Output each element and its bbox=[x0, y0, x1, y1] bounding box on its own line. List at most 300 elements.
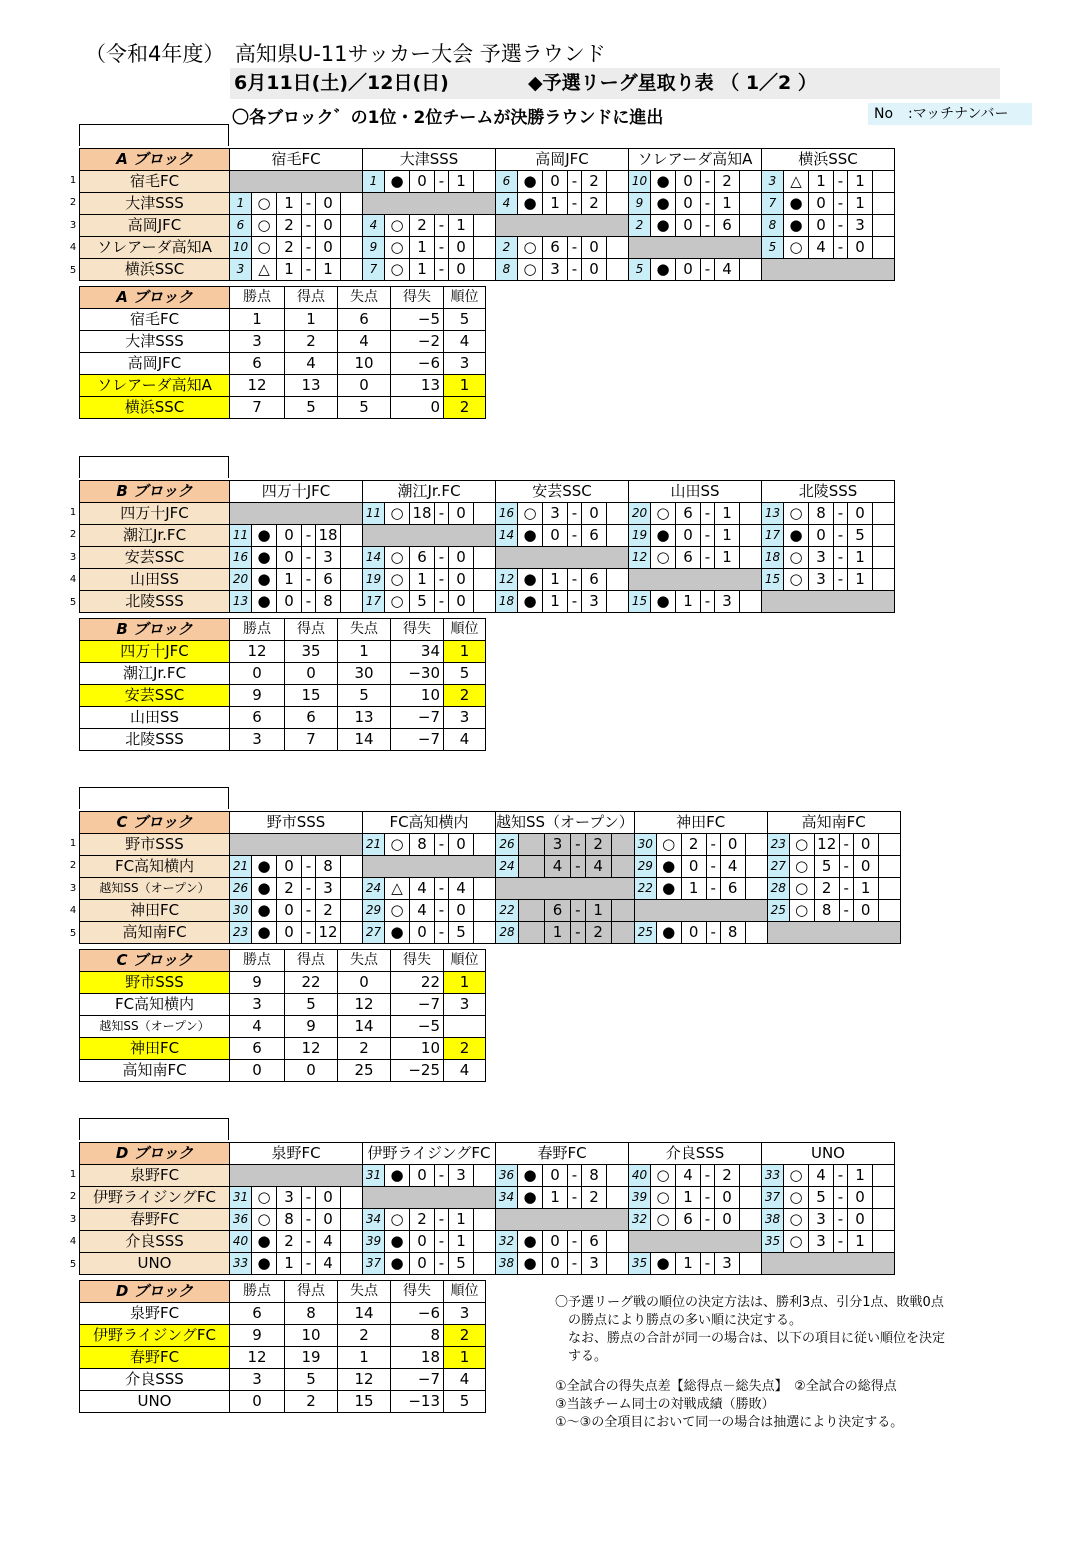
cell-pad bbox=[607, 1187, 629, 1209]
row-number: 5 bbox=[69, 596, 77, 608]
goals-against: 3 bbox=[316, 547, 341, 569]
goals-scored: 8 bbox=[285, 1303, 338, 1325]
result-mark: ● bbox=[252, 591, 277, 613]
goals-conceded: 4 bbox=[338, 331, 391, 353]
goal-difference: −5 bbox=[391, 309, 444, 331]
result-mark: ○ bbox=[385, 547, 410, 569]
goals-for: 1 bbox=[676, 1253, 701, 1275]
goal-difference: 34 bbox=[391, 641, 444, 663]
goals-for: 0 bbox=[543, 171, 568, 193]
standings-header: 勝点 bbox=[230, 287, 285, 309]
goals-for: 1 bbox=[543, 591, 568, 613]
match-number: 2 bbox=[496, 237, 518, 259]
goals-for: 6 bbox=[676, 547, 701, 569]
goals-for: 3 bbox=[809, 547, 834, 569]
match-number: 6 bbox=[496, 171, 518, 193]
advance-note: 〇各ブロック゛の1位・2位チームが決勝ラウンドに進出 bbox=[232, 108, 664, 128]
score-dash: - bbox=[435, 900, 449, 922]
goals-against: 1 bbox=[848, 1231, 873, 1253]
goal-difference: 0 bbox=[391, 397, 444, 419]
goals-for: 0 bbox=[681, 856, 706, 878]
result-mark: ○ bbox=[789, 900, 814, 922]
score-dash: - bbox=[302, 1209, 316, 1231]
cell-pad bbox=[873, 193, 895, 215]
goals-for: 2 bbox=[277, 215, 302, 237]
match-number: 30 bbox=[634, 834, 656, 856]
goals-for: 0 bbox=[676, 525, 701, 547]
rank: 4 bbox=[444, 331, 486, 353]
score-dash: - bbox=[568, 171, 582, 193]
score-dash: - bbox=[568, 591, 582, 613]
result-mark: ○ bbox=[651, 503, 676, 525]
rank: 4 bbox=[444, 1369, 486, 1391]
goals-for: 0 bbox=[277, 922, 302, 944]
match-number: 21 bbox=[230, 856, 252, 878]
cell-pad bbox=[740, 503, 762, 525]
self-match-cell bbox=[634, 900, 767, 922]
cell-pad bbox=[740, 1209, 762, 1231]
points: 1 bbox=[230, 309, 285, 331]
score-dash: - bbox=[839, 900, 853, 922]
row-number: 2 bbox=[69, 1191, 77, 1203]
goals-for: 8 bbox=[277, 1209, 302, 1231]
result-mark: ● bbox=[518, 525, 543, 547]
goals-against: 1 bbox=[715, 503, 740, 525]
result-mark: ○ bbox=[385, 591, 410, 613]
result-mark: ○ bbox=[518, 503, 543, 525]
standings-header: 失点 bbox=[338, 287, 391, 309]
goals-for: 3 bbox=[543, 503, 568, 525]
block-standings bbox=[79, 286, 486, 419]
match-number: 12 bbox=[496, 569, 518, 591]
goals-for: 6 bbox=[676, 1209, 701, 1231]
match-number: 11 bbox=[363, 503, 385, 525]
result-mark: ● bbox=[518, 1253, 543, 1275]
goals-against: 1 bbox=[316, 259, 341, 281]
goals-against: 6 bbox=[715, 215, 740, 237]
goals-against: 4 bbox=[449, 878, 474, 900]
standings-header: 順位 bbox=[444, 619, 486, 641]
result-mark: ○ bbox=[518, 259, 543, 281]
goals-for: 4 bbox=[676, 1165, 701, 1187]
result-mark: ● bbox=[656, 922, 681, 944]
goals-against: 6 bbox=[316, 569, 341, 591]
match-number: 12 bbox=[629, 547, 651, 569]
score-dash: - bbox=[302, 1231, 316, 1253]
goals-against: 1 bbox=[848, 547, 873, 569]
match-number: 36 bbox=[230, 1209, 252, 1231]
points: 3 bbox=[230, 994, 285, 1016]
points: 9 bbox=[230, 685, 285, 707]
score-dash: - bbox=[435, 237, 449, 259]
goals-for: 1 bbox=[410, 569, 435, 591]
match-number: 9 bbox=[363, 237, 385, 259]
cell-pad bbox=[607, 525, 629, 547]
goal-difference: 10 bbox=[391, 1038, 444, 1060]
goals-against: 6 bbox=[720, 878, 745, 900]
result-mark: ● bbox=[252, 878, 277, 900]
cell-pad bbox=[607, 503, 629, 525]
standings-header: 失点 bbox=[338, 950, 391, 972]
team-name: 潮江Jr.FC bbox=[80, 525, 230, 547]
cell-pad bbox=[611, 834, 634, 856]
goals-for: 4 bbox=[809, 237, 834, 259]
match-number: 20 bbox=[230, 569, 252, 591]
goals-against: 0 bbox=[582, 259, 607, 281]
result-mark: ● bbox=[385, 1253, 410, 1275]
points: 3 bbox=[230, 1369, 285, 1391]
match-number: 36 bbox=[496, 1165, 518, 1187]
opponent-header: 宿毛FC bbox=[230, 149, 363, 171]
match-number: 22 bbox=[496, 900, 519, 922]
match-number: 5 bbox=[629, 259, 651, 281]
block-spacer bbox=[79, 787, 229, 809]
score-dash: - bbox=[302, 215, 316, 237]
goals-for: 4 bbox=[545, 856, 571, 878]
goals-against: 3 bbox=[582, 591, 607, 613]
standings-header: 得点 bbox=[285, 950, 338, 972]
goals-against: 1 bbox=[853, 878, 878, 900]
row-number: 4 bbox=[69, 1236, 77, 1248]
match-number: 28 bbox=[496, 922, 519, 944]
score-dash: - bbox=[435, 591, 449, 613]
result-mark: ○ bbox=[385, 1209, 410, 1231]
score-dash: - bbox=[435, 1165, 449, 1187]
goals-conceded: 6 bbox=[338, 309, 391, 331]
goals-against: 0 bbox=[316, 1187, 341, 1209]
team-name: 春野FC bbox=[80, 1209, 230, 1231]
result-mark bbox=[518, 922, 544, 944]
cell-pad bbox=[607, 237, 629, 259]
goals-against: 0 bbox=[715, 1187, 740, 1209]
self-match-cell bbox=[363, 1187, 496, 1209]
standings-team: 高岡JFC bbox=[80, 353, 230, 375]
score-dash: - bbox=[302, 237, 316, 259]
rank: 5 bbox=[444, 663, 486, 685]
cell-pad bbox=[873, 1209, 895, 1231]
goals-scored: 19 bbox=[285, 1347, 338, 1369]
goals-against: 3 bbox=[316, 878, 341, 900]
goals-against: 2 bbox=[715, 171, 740, 193]
team-name: 神田FC bbox=[80, 900, 230, 922]
row-number: 3 bbox=[69, 882, 77, 894]
points: 4 bbox=[230, 1016, 285, 1038]
standings-block-name: A ブロック bbox=[80, 287, 230, 309]
score-dash: - bbox=[435, 259, 449, 281]
team-name: ソレアーダ高知A bbox=[80, 237, 230, 259]
cell-pad bbox=[873, 525, 895, 547]
match-number: 4 bbox=[496, 193, 518, 215]
result-mark: ○ bbox=[789, 878, 814, 900]
goals-scored: 22 bbox=[285, 972, 338, 994]
points: 6 bbox=[230, 353, 285, 375]
opponent-header: 伊野ライジングFC bbox=[363, 1143, 496, 1165]
rank: 2 bbox=[444, 1038, 486, 1060]
goals-against: 0 bbox=[853, 856, 878, 878]
match-number: 24 bbox=[496, 856, 519, 878]
team-name: 高知南FC bbox=[80, 922, 230, 944]
score-dash: - bbox=[701, 1209, 715, 1231]
goals-against: 3 bbox=[582, 1253, 607, 1275]
goals-against: 3 bbox=[715, 1253, 740, 1275]
goals-against: 1 bbox=[848, 171, 873, 193]
goal-difference: −30 bbox=[391, 663, 444, 685]
goals-conceded: 5 bbox=[338, 685, 391, 707]
cell-pad bbox=[607, 591, 629, 613]
score-dash: - bbox=[435, 171, 449, 193]
goals-against: 5 bbox=[449, 922, 474, 944]
result-mark: ● bbox=[651, 215, 676, 237]
result-mark: ● bbox=[518, 1231, 543, 1253]
goals-against: 2 bbox=[582, 1187, 607, 1209]
result-mark: ○ bbox=[385, 900, 410, 922]
team-name: 高岡JFC bbox=[80, 215, 230, 237]
page-title: （令和4年度） 高知県U-11サッカー大会 予選ラウンド bbox=[85, 42, 606, 66]
match-number: 18 bbox=[496, 591, 518, 613]
standings-team: 神田FC bbox=[80, 1038, 230, 1060]
goals-against: 4 bbox=[715, 259, 740, 281]
goals-conceded: 0 bbox=[338, 972, 391, 994]
goals-for: 5 bbox=[809, 1187, 834, 1209]
match-number: 17 bbox=[363, 591, 385, 613]
goals-for: 18 bbox=[410, 503, 435, 525]
score-dash: - bbox=[834, 503, 848, 525]
result-mark: ● bbox=[651, 1253, 676, 1275]
self-match-cell bbox=[762, 259, 895, 281]
goals-scored: 35 bbox=[285, 641, 338, 663]
score-dash: - bbox=[435, 834, 449, 856]
result-mark bbox=[518, 834, 544, 856]
goals-against: 0 bbox=[449, 259, 474, 281]
goals-for: 4 bbox=[410, 878, 435, 900]
row-number: 3 bbox=[69, 551, 77, 563]
row-number: 4 bbox=[69, 574, 77, 586]
rule-line: ①全試合の得失点差【総得点－総失点】 ②全試合の総得点 bbox=[555, 1379, 897, 1394]
score-dash: - bbox=[701, 1253, 715, 1275]
goals-for: 3 bbox=[545, 834, 571, 856]
goals-against: 3 bbox=[715, 591, 740, 613]
goal-difference: 10 bbox=[391, 685, 444, 707]
result-mark: ○ bbox=[385, 237, 410, 259]
cell-pad bbox=[873, 569, 895, 591]
goals-for: 1 bbox=[676, 1187, 701, 1209]
match-number-legend bbox=[868, 103, 1032, 125]
goals-against: 2 bbox=[316, 900, 341, 922]
match-number: 39 bbox=[629, 1187, 651, 1209]
cell-pad bbox=[878, 856, 900, 878]
goals-for: 0 bbox=[676, 171, 701, 193]
cell-pad bbox=[607, 1165, 629, 1187]
row-number: 4 bbox=[69, 242, 77, 254]
match-number: 9 bbox=[629, 193, 651, 215]
match-number: 3 bbox=[762, 171, 784, 193]
score-dash: - bbox=[568, 525, 582, 547]
cell-pad bbox=[740, 171, 762, 193]
goals-for: 2 bbox=[277, 237, 302, 259]
points: 9 bbox=[230, 1325, 285, 1347]
score-dash: - bbox=[435, 547, 449, 569]
cell-pad bbox=[474, 1253, 496, 1275]
result-mark: ● bbox=[784, 525, 809, 547]
cell-pad bbox=[474, 503, 496, 525]
match-number: 34 bbox=[496, 1187, 518, 1209]
goals-for: 0 bbox=[277, 900, 302, 922]
block-name: B ブロック bbox=[80, 481, 230, 503]
goals-conceded: 14 bbox=[338, 729, 391, 751]
match-number: 1 bbox=[230, 193, 252, 215]
result-mark: ● bbox=[518, 171, 543, 193]
result-mark: ○ bbox=[784, 569, 809, 591]
result-mark: ○ bbox=[518, 237, 543, 259]
goals-against: 2 bbox=[715, 1165, 740, 1187]
team-name: 北陵SSS bbox=[80, 591, 230, 613]
points: 0 bbox=[230, 663, 285, 685]
goals-for: 1 bbox=[681, 878, 706, 900]
score-dash: - bbox=[701, 547, 715, 569]
standings-team: 宿毛FC bbox=[80, 309, 230, 331]
standings-header: 勝点 bbox=[230, 950, 285, 972]
points: 0 bbox=[230, 1060, 285, 1082]
cell-pad bbox=[740, 1253, 762, 1275]
match-number: 29 bbox=[634, 856, 656, 878]
rank: 3 bbox=[444, 994, 486, 1016]
cell-pad bbox=[474, 215, 496, 237]
score-dash: - bbox=[834, 1209, 848, 1231]
goals-for: 8 bbox=[814, 900, 839, 922]
match-number: 13 bbox=[762, 503, 784, 525]
goals-for: 4 bbox=[410, 900, 435, 922]
standings-team: 春野FC bbox=[80, 1347, 230, 1369]
score-dash: - bbox=[701, 1187, 715, 1209]
goals-for: 6 bbox=[543, 237, 568, 259]
opponent-header: 越知SS（オープン） bbox=[496, 812, 635, 834]
block-name: A ブロック bbox=[80, 149, 230, 171]
opponent-header: 四万十JFC bbox=[230, 481, 363, 503]
points: 6 bbox=[230, 707, 285, 729]
score-dash: - bbox=[834, 1165, 848, 1187]
cell-pad bbox=[745, 878, 767, 900]
goal-difference: 13 bbox=[391, 375, 444, 397]
goals-for: 5 bbox=[410, 591, 435, 613]
goals-against: 1 bbox=[848, 1165, 873, 1187]
result-mark: ○ bbox=[252, 1209, 277, 1231]
standings-team: 高知南FC bbox=[80, 1060, 230, 1082]
cell-pad bbox=[607, 569, 629, 591]
match-number: 28 bbox=[767, 878, 789, 900]
result-mark bbox=[518, 856, 544, 878]
rank: 4 bbox=[444, 1060, 486, 1082]
goals-against: 5 bbox=[848, 525, 873, 547]
cell-pad bbox=[740, 193, 762, 215]
score-dash: - bbox=[568, 193, 582, 215]
goals-conceded: 5 bbox=[338, 397, 391, 419]
goals-conceded: 30 bbox=[338, 663, 391, 685]
goal-difference: −25 bbox=[391, 1060, 444, 1082]
goals-for: 0 bbox=[410, 1231, 435, 1253]
match-number: 27 bbox=[363, 922, 385, 944]
row-number: 4 bbox=[69, 905, 77, 917]
goals-for: 5 bbox=[814, 856, 839, 878]
cell-pad bbox=[474, 878, 496, 900]
cell-pad bbox=[873, 1165, 895, 1187]
goals-against: 4 bbox=[585, 856, 611, 878]
rank: 1 bbox=[444, 375, 486, 397]
goals-for: 0 bbox=[277, 856, 302, 878]
standings-team: 越知SS（オープン） bbox=[80, 1016, 230, 1038]
result-mark: ● bbox=[784, 193, 809, 215]
block-name: D ブロック bbox=[80, 1143, 230, 1165]
cell-pad bbox=[341, 591, 363, 613]
ranking-rules bbox=[555, 1294, 945, 1432]
score-dash: - bbox=[701, 1165, 715, 1187]
match-number: 1 bbox=[363, 171, 385, 193]
goals-for: 2 bbox=[277, 878, 302, 900]
self-match-cell bbox=[363, 193, 496, 215]
goals-for: 8 bbox=[809, 503, 834, 525]
goals-against: 8 bbox=[720, 922, 745, 944]
points: 12 bbox=[230, 375, 285, 397]
result-mark: ○ bbox=[385, 259, 410, 281]
goals-for: 1 bbox=[545, 922, 571, 944]
team-name: FC高知横内 bbox=[80, 856, 230, 878]
goals-scored: 5 bbox=[285, 1369, 338, 1391]
goals-for: 0 bbox=[676, 193, 701, 215]
goals-against: 1 bbox=[848, 193, 873, 215]
goals-for: 0 bbox=[277, 547, 302, 569]
goals-for: 0 bbox=[543, 1231, 568, 1253]
match-number: 23 bbox=[767, 834, 789, 856]
goals-scored: 2 bbox=[285, 331, 338, 353]
goals-for: 3 bbox=[543, 259, 568, 281]
goals-for: 0 bbox=[410, 1165, 435, 1187]
match-number: 29 bbox=[363, 900, 385, 922]
cell-pad bbox=[341, 193, 363, 215]
goals-for: 6 bbox=[545, 900, 571, 922]
result-mark: ○ bbox=[651, 1209, 676, 1231]
match-number: 15 bbox=[629, 591, 651, 613]
standings-team: 伊野ライジングFC bbox=[80, 1325, 230, 1347]
opponent-header: 安芸SSC bbox=[496, 481, 629, 503]
team-name: 山田SS bbox=[80, 569, 230, 591]
score-dash: - bbox=[706, 878, 720, 900]
block-name: C ブロック bbox=[80, 812, 230, 834]
score-dash: - bbox=[834, 525, 848, 547]
block-matrix bbox=[79, 811, 901, 944]
match-number: 18 bbox=[762, 547, 784, 569]
score-dash: - bbox=[435, 922, 449, 944]
goals-against: 0 bbox=[449, 237, 474, 259]
result-mark: ○ bbox=[789, 856, 814, 878]
cell-pad bbox=[341, 569, 363, 591]
self-match-cell bbox=[230, 834, 363, 856]
match-number: 8 bbox=[762, 215, 784, 237]
goals-for: 0 bbox=[681, 922, 706, 944]
standings-header: 得点 bbox=[285, 619, 338, 641]
cell-pad bbox=[341, 215, 363, 237]
score-dash: - bbox=[834, 1231, 848, 1253]
standings-block-name: C ブロック bbox=[80, 950, 230, 972]
standings-team: UNO bbox=[80, 1391, 230, 1413]
points: 12 bbox=[230, 1347, 285, 1369]
match-number: 39 bbox=[363, 1231, 385, 1253]
cell-pad bbox=[474, 259, 496, 281]
rule-line: の勝点により勝点の多い順に決定する。 bbox=[555, 1313, 803, 1328]
match-number: 31 bbox=[363, 1165, 385, 1187]
cell-pad bbox=[474, 171, 496, 193]
goal-difference: −13 bbox=[391, 1391, 444, 1413]
goals-for: 8 bbox=[410, 834, 435, 856]
score-dash: - bbox=[701, 215, 715, 237]
